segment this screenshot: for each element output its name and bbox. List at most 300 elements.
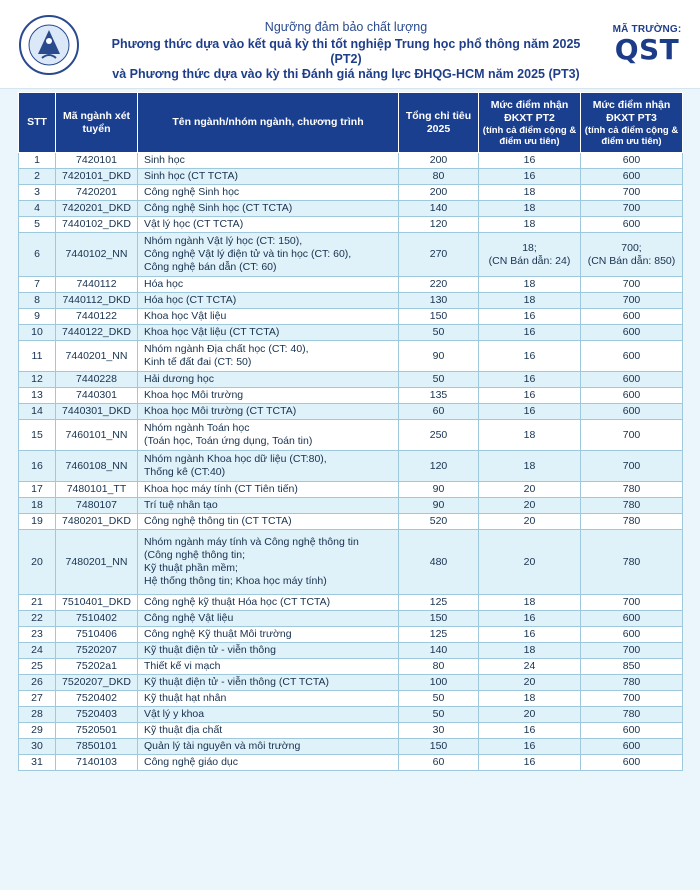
cell-code: 7510406 xyxy=(56,627,138,643)
cell-pt2 xyxy=(479,723,581,739)
cell-code: 7420101 xyxy=(56,153,138,169)
cell-code: 75202a1 xyxy=(56,659,138,675)
cell-name-line: Thống kê (CT:40) xyxy=(144,466,226,478)
cell-name xyxy=(138,325,399,341)
cell-code: 7520501 xyxy=(56,723,138,739)
table-row xyxy=(19,659,683,675)
cell-pt3-line: 700 xyxy=(622,294,641,306)
table-row xyxy=(19,341,683,372)
cell-name-line: Quản lý tài nguyên và môi trường xyxy=(144,740,301,752)
cell-pt2-line: 18 xyxy=(523,186,536,198)
cell-stt: 8 xyxy=(19,293,56,309)
admission-table xyxy=(18,92,683,771)
cell-stt: 22 xyxy=(19,611,56,627)
cell-pt3-line: 600 xyxy=(622,389,641,401)
cell-pt3-line: 850 xyxy=(622,660,641,672)
cell-quota: 250 xyxy=(399,420,479,451)
cell-code: 7510402 xyxy=(56,611,138,627)
cell-stt: 27 xyxy=(19,691,56,707)
cell-stt: 17 xyxy=(19,482,56,498)
cell-name xyxy=(138,498,399,514)
cell-pt2 xyxy=(479,643,581,659)
table-row xyxy=(19,277,683,293)
cell-pt2 xyxy=(479,595,581,611)
cell-pt3-line: 600 xyxy=(622,756,641,768)
cell-quota: 135 xyxy=(399,388,479,404)
cell-pt2 xyxy=(479,675,581,691)
cell-pt3-line: 780 xyxy=(622,483,641,495)
cell-pt3-line: 600 xyxy=(622,349,641,362)
cell-pt3 xyxy=(581,372,683,388)
table-body xyxy=(19,153,683,771)
cell-pt2-line: 18 xyxy=(523,428,536,441)
cell-name-line: Công nghệ thông tin (CT TCTA) xyxy=(144,515,292,527)
cell-stt: 2 xyxy=(19,169,56,185)
cell-name-line: (Toán học, Toán ứng dụng, Toán tin) xyxy=(144,435,313,447)
table-header-row xyxy=(19,93,683,153)
cell-pt2 xyxy=(479,309,581,325)
table-row xyxy=(19,627,683,643)
cell-pt3 xyxy=(581,388,683,404)
title-line-1: Ngưỡng đảm bảo chất lượng xyxy=(264,20,428,34)
cell-stt: 25 xyxy=(19,659,56,675)
cell-name xyxy=(138,514,399,530)
table-row xyxy=(19,514,683,530)
cell-quota: 60 xyxy=(399,404,479,420)
cell-pt3 xyxy=(581,404,683,420)
cell-pt3-line: 700 xyxy=(622,428,641,441)
cell-name-line: Công nghệ Kỹ thuật Môi trường xyxy=(144,628,292,640)
cell-stt: 14 xyxy=(19,404,56,420)
cell-quota: 520 xyxy=(399,514,479,530)
cell-pt2-line: 20 xyxy=(523,708,536,720)
cell-stt: 30 xyxy=(19,739,56,755)
school-code-label: MÃ TRƯỜNG: xyxy=(612,24,682,35)
cell-pt3-line: 700 xyxy=(622,596,641,608)
cell-name-line: Nhóm ngành Vật lý học (CT: 150), xyxy=(144,235,303,247)
cell-name-line: Công nghệ Sinh học (CT TCTA) xyxy=(144,202,293,214)
cell-code: 7850101 xyxy=(56,739,138,755)
cell-name xyxy=(138,372,399,388)
cell-pt2-line: 16 xyxy=(523,628,536,640)
table-row xyxy=(19,217,683,233)
cell-pt3 xyxy=(581,201,683,217)
cell-pt2 xyxy=(479,277,581,293)
cell-pt2 xyxy=(479,325,581,341)
cell-quota: 220 xyxy=(399,277,479,293)
cell-pt2 xyxy=(479,153,581,169)
cell-name xyxy=(138,723,399,739)
cell-pt3-line: 700 xyxy=(622,278,641,290)
cell-code: 7520207_DKD xyxy=(56,675,138,691)
cell-name xyxy=(138,277,399,293)
cell-name-line: Khoa học Vật liệu xyxy=(144,310,227,322)
cell-pt2 xyxy=(479,217,581,233)
cell-pt2-line: 20 xyxy=(523,483,536,495)
table-row xyxy=(19,372,683,388)
cell-name-line: Kỹ thuật điện tử - viễn thông xyxy=(144,644,276,656)
cell-pt2 xyxy=(479,404,581,420)
cell-pt2 xyxy=(479,293,581,309)
cell-name xyxy=(138,185,399,201)
table-row xyxy=(19,451,683,482)
cell-pt3 xyxy=(581,169,683,185)
col-pt2-title: Mức điểm nhận ĐKXT PT2 xyxy=(490,98,569,124)
cell-code: 7420201 xyxy=(56,185,138,201)
cell-name-line: Công nghệ bán dẫn (CT: 60) xyxy=(144,261,277,273)
cell-pt3-line: 700 xyxy=(622,202,641,214)
cell-name-line: Khoa học máy tính (CT Tiên tiến) xyxy=(144,483,298,495)
cell-pt3-line: 600 xyxy=(622,326,641,338)
cell-name-line: Nhóm ngành Địa chất học (CT: 40), xyxy=(144,343,309,355)
cell-pt3-line: 780 xyxy=(622,708,641,720)
cell-name-line: Vật lý y khoa xyxy=(144,708,205,720)
cell-pt2 xyxy=(479,498,581,514)
cell-pt2 xyxy=(479,169,581,185)
cell-quota: 125 xyxy=(399,627,479,643)
cell-pt2 xyxy=(479,201,581,217)
cell-pt2-line: 16 xyxy=(523,154,536,166)
cell-name xyxy=(138,420,399,451)
cell-name xyxy=(138,217,399,233)
cell-stt: 20 xyxy=(19,530,56,595)
cell-name-line: Trí tuệ nhân tạo xyxy=(144,499,218,511)
cell-stt: 1 xyxy=(19,153,56,169)
cell-quota: 50 xyxy=(399,372,479,388)
cell-code: 7440112_DKD xyxy=(56,293,138,309)
cell-code: 7520207 xyxy=(56,643,138,659)
cell-pt3-line: 700; xyxy=(621,241,642,254)
cell-pt2 xyxy=(479,420,581,451)
cell-pt3-line: 700 xyxy=(622,692,641,704)
cell-code: 7140103 xyxy=(56,755,138,771)
cell-quota: 90 xyxy=(399,498,479,514)
cell-name xyxy=(138,530,399,595)
cell-name-line: Công nghệ kỹ thuật Hóa học (CT TCTA) xyxy=(144,596,331,608)
col-name: Tên ngành/nhóm ngành, chương trình xyxy=(138,93,399,153)
cell-code: 7440301 xyxy=(56,388,138,404)
cell-pt2-line: 18 xyxy=(523,459,536,472)
cell-pt2-line: 16 xyxy=(523,756,536,768)
cell-pt3 xyxy=(581,611,683,627)
cell-pt2 xyxy=(479,691,581,707)
cell-pt3-line: 600 xyxy=(622,170,641,182)
cell-pt3-line: 700 xyxy=(622,186,641,198)
cell-code: 7480107 xyxy=(56,498,138,514)
table-row xyxy=(19,707,683,723)
cell-name-line: Kỹ thuật địa chất xyxy=(144,724,223,736)
cell-code: 7480201_DKD xyxy=(56,514,138,530)
cell-name-line: Kinh tế đất đai (CT: 50) xyxy=(144,356,252,368)
col-stt: STT xyxy=(19,93,56,153)
cell-name xyxy=(138,309,399,325)
cell-quota: 125 xyxy=(399,595,479,611)
cell-quota: 150 xyxy=(399,611,479,627)
cell-quota: 80 xyxy=(399,169,479,185)
cell-name xyxy=(138,627,399,643)
cell-quota: 150 xyxy=(399,309,479,325)
cell-pt3 xyxy=(581,707,683,723)
cell-quota: 140 xyxy=(399,201,479,217)
table-row xyxy=(19,498,683,514)
cell-pt3 xyxy=(581,595,683,611)
cell-stt: 26 xyxy=(19,675,56,691)
table-row xyxy=(19,723,683,739)
table-row xyxy=(19,153,683,169)
cell-name xyxy=(138,755,399,771)
cell-name-line: Công nghệ Vật lý điện tử và tin học (CT: 60), xyxy=(144,248,352,260)
cell-name xyxy=(138,707,399,723)
cell-pt2-line: 20 xyxy=(523,515,536,527)
cell-name xyxy=(138,233,399,277)
table-row xyxy=(19,404,683,420)
cell-quota: 80 xyxy=(399,659,479,675)
cell-pt2-line: 16 xyxy=(523,170,536,182)
document-title xyxy=(96,20,596,82)
cell-quota: 480 xyxy=(399,530,479,595)
cell-stt: 31 xyxy=(19,755,56,771)
cell-name-line: Sinh học xyxy=(144,154,185,166)
cell-name-line: (Công nghệ thông tin; xyxy=(144,549,245,561)
cell-code: 7440122_DKD xyxy=(56,325,138,341)
cell-stt: 11 xyxy=(19,341,56,372)
cell-pt2 xyxy=(479,185,581,201)
table-row xyxy=(19,530,683,595)
col-pt2-note: (tính cả điểm cộng & điểm ưu tiên) xyxy=(482,124,577,147)
cell-pt3 xyxy=(581,185,683,201)
cell-quota: 200 xyxy=(399,185,479,201)
cell-stt: 6 xyxy=(19,233,56,277)
cell-pt2 xyxy=(479,739,581,755)
cell-name xyxy=(138,153,399,169)
cell-pt2-line: 16 xyxy=(523,349,536,362)
cell-pt2 xyxy=(479,388,581,404)
cell-name xyxy=(138,201,399,217)
cell-pt2 xyxy=(479,659,581,675)
cell-name xyxy=(138,611,399,627)
table-row xyxy=(19,482,683,498)
cell-stt: 21 xyxy=(19,595,56,611)
cell-pt2-line: 16 xyxy=(523,389,536,401)
cell-pt2 xyxy=(479,755,581,771)
cell-pt3 xyxy=(581,723,683,739)
cell-quota: 50 xyxy=(399,707,479,723)
cell-pt2-line: 16 xyxy=(523,405,536,417)
cell-pt2-line: 18 xyxy=(523,294,536,306)
cell-pt3-line: 780 xyxy=(622,676,641,688)
cell-name-line: Kỹ thuật điện tử - viễn thông (CT TCTA) xyxy=(144,676,330,688)
cell-pt3-line: 600 xyxy=(622,154,641,166)
cell-pt2-line: 20 xyxy=(523,676,536,688)
cell-name xyxy=(138,169,399,185)
cell-pt2 xyxy=(479,482,581,498)
cell-name xyxy=(138,451,399,482)
cell-pt3-line: 600 xyxy=(622,310,641,322)
cell-pt2-line: 16 xyxy=(523,612,536,624)
cell-pt2 xyxy=(479,611,581,627)
cell-pt3 xyxy=(581,482,683,498)
cell-pt3 xyxy=(581,530,683,595)
cell-pt2-line: 24 xyxy=(523,660,536,672)
cell-name-line: Hóa học xyxy=(144,278,184,290)
cell-name-line: Thiết kế vi mạch xyxy=(144,660,221,672)
page-header xyxy=(0,0,700,89)
cell-stt: 7 xyxy=(19,277,56,293)
cell-name-line: Nhóm ngành máy tính và Công nghệ thông tin xyxy=(144,536,359,548)
cell-code: 7520402 xyxy=(56,691,138,707)
cell-stt: 28 xyxy=(19,707,56,723)
cell-code: 7420201_DKD xyxy=(56,201,138,217)
cell-pt3-line: 600 xyxy=(622,405,641,417)
cell-quota: 130 xyxy=(399,293,479,309)
cell-pt3-line: (CN Bán dẫn: 850) xyxy=(587,254,676,267)
cell-stt: 4 xyxy=(19,201,56,217)
cell-pt3 xyxy=(581,675,683,691)
cell-pt2 xyxy=(479,372,581,388)
cell-pt2-line: 18 xyxy=(523,644,536,656)
cell-name xyxy=(138,404,399,420)
table-row xyxy=(19,420,683,451)
cell-quota: 100 xyxy=(399,675,479,691)
cell-code: 7440122 xyxy=(56,309,138,325)
cell-pt2 xyxy=(479,514,581,530)
cell-pt3-line: 600 xyxy=(622,218,641,230)
cell-pt2 xyxy=(479,707,581,723)
cell-pt3-line: 600 xyxy=(622,612,641,624)
cell-name-line: Kỹ thuật phần mềm; xyxy=(144,562,238,574)
cell-name-line: Nhóm ngành Toán học xyxy=(144,422,250,434)
table-row xyxy=(19,309,683,325)
cell-stt: 24 xyxy=(19,643,56,659)
cell-pt3 xyxy=(581,233,683,277)
cell-pt2-line: 16 xyxy=(523,373,536,385)
cell-name-line: Vật lý học (CT TCTA) xyxy=(144,218,244,230)
cell-stt: 18 xyxy=(19,498,56,514)
cell-code: 7520403 xyxy=(56,707,138,723)
cell-name xyxy=(138,341,399,372)
cell-code: 7460108_NN xyxy=(56,451,138,482)
cell-pt2-line: 18 xyxy=(523,218,536,230)
cell-pt2 xyxy=(479,451,581,482)
table-row xyxy=(19,755,683,771)
cell-pt2-line: 18 xyxy=(523,278,536,290)
cell-pt3-line: 600 xyxy=(622,373,641,385)
cell-stt: 19 xyxy=(19,514,56,530)
cell-quota: 60 xyxy=(399,755,479,771)
title-line-3: và Phương thức dựa vào kỳ thi Đánh giá năng lực ĐHQG-HCM năm 2025 (PT3) xyxy=(112,67,580,81)
cell-pt2-line: 16 xyxy=(523,326,536,338)
cell-stt: 15 xyxy=(19,420,56,451)
table-row xyxy=(19,388,683,404)
cell-pt2-line: 18 xyxy=(523,692,536,704)
cell-quota: 120 xyxy=(399,451,479,482)
table-row xyxy=(19,201,683,217)
cell-code: 7480101_TT xyxy=(56,482,138,498)
cell-quota: 150 xyxy=(399,739,479,755)
cell-quota: 30 xyxy=(399,723,479,739)
cell-pt3 xyxy=(581,293,683,309)
col-pt3 xyxy=(581,93,683,153)
school-code-block xyxy=(612,24,682,65)
cell-code: 7420101_DKD xyxy=(56,169,138,185)
cell-name xyxy=(138,675,399,691)
cell-code: 7440102_DKD xyxy=(56,217,138,233)
cell-quota: 90 xyxy=(399,482,479,498)
cell-pt3 xyxy=(581,325,683,341)
cell-quota: 140 xyxy=(399,643,479,659)
cell-pt2-line: (CN Bán dẫn: 24) xyxy=(488,254,571,267)
cell-name-line: Hải dương học xyxy=(144,373,214,385)
cell-quota: 90 xyxy=(399,341,479,372)
cell-name xyxy=(138,595,399,611)
cell-pt3 xyxy=(581,217,683,233)
cell-code: 7510401_DKD xyxy=(56,595,138,611)
cell-pt2 xyxy=(479,627,581,643)
cell-pt3 xyxy=(581,691,683,707)
cell-pt2-line: 18; xyxy=(522,241,537,254)
cell-name-line: Công nghệ Sinh học xyxy=(144,186,240,198)
cell-stt: 5 xyxy=(19,217,56,233)
cell-code: 7440228 xyxy=(56,372,138,388)
cell-pt3-line: 600 xyxy=(622,740,641,752)
cell-pt3 xyxy=(581,420,683,451)
cell-stt: 3 xyxy=(19,185,56,201)
cell-name xyxy=(138,293,399,309)
cell-pt3 xyxy=(581,514,683,530)
cell-name xyxy=(138,482,399,498)
table-row xyxy=(19,325,683,341)
cell-quota: 50 xyxy=(399,691,479,707)
cell-stt: 16 xyxy=(19,451,56,482)
cell-name xyxy=(138,739,399,755)
cell-pt3 xyxy=(581,755,683,771)
school-code: QST xyxy=(614,33,680,66)
table-row xyxy=(19,675,683,691)
cell-pt3-line: 780 xyxy=(622,555,641,568)
cell-name-line: Kỹ thuật hạt nhân xyxy=(144,692,227,704)
cell-stt: 29 xyxy=(19,723,56,739)
cell-stt: 13 xyxy=(19,388,56,404)
table-row xyxy=(19,169,683,185)
cell-name-line: Công nghệ giáo dục xyxy=(144,756,238,768)
table-row xyxy=(19,643,683,659)
table-row xyxy=(19,185,683,201)
cell-pt2-line: 16 xyxy=(523,724,536,736)
cell-name-line: Khoa học Môi trường (CT TCTA) xyxy=(144,405,297,417)
cell-quota: 50 xyxy=(399,325,479,341)
cell-pt3 xyxy=(581,739,683,755)
cell-pt3-line: 600 xyxy=(622,724,641,736)
cell-pt3-line: 780 xyxy=(622,499,641,511)
cell-pt3 xyxy=(581,153,683,169)
cell-name-line: Hóa học (CT TCTA) xyxy=(144,294,237,306)
cell-pt3-line: 780 xyxy=(622,515,641,527)
cell-pt3 xyxy=(581,627,683,643)
col-code: Mã ngành xét tuyển xyxy=(56,93,138,153)
cell-pt2-line: 18 xyxy=(523,202,536,214)
cell-pt2 xyxy=(479,233,581,277)
cell-name-line: Khoa học Vật liệu (CT TCTA) xyxy=(144,326,280,338)
cell-code: 7440301_DKD xyxy=(56,404,138,420)
col-pt2 xyxy=(479,93,581,153)
admission-table-wrapper xyxy=(18,92,682,771)
cell-pt2-line: 16 xyxy=(523,740,536,752)
table-row xyxy=(19,691,683,707)
cell-stt: 12 xyxy=(19,372,56,388)
cell-name xyxy=(138,659,399,675)
cell-code: 7480201_NN xyxy=(56,530,138,595)
title-line-2: Phương thức dựa vào kết quả kỳ thi tốt nghiệp Trung học phổ thông năm 2025 (PT2) xyxy=(111,37,581,66)
